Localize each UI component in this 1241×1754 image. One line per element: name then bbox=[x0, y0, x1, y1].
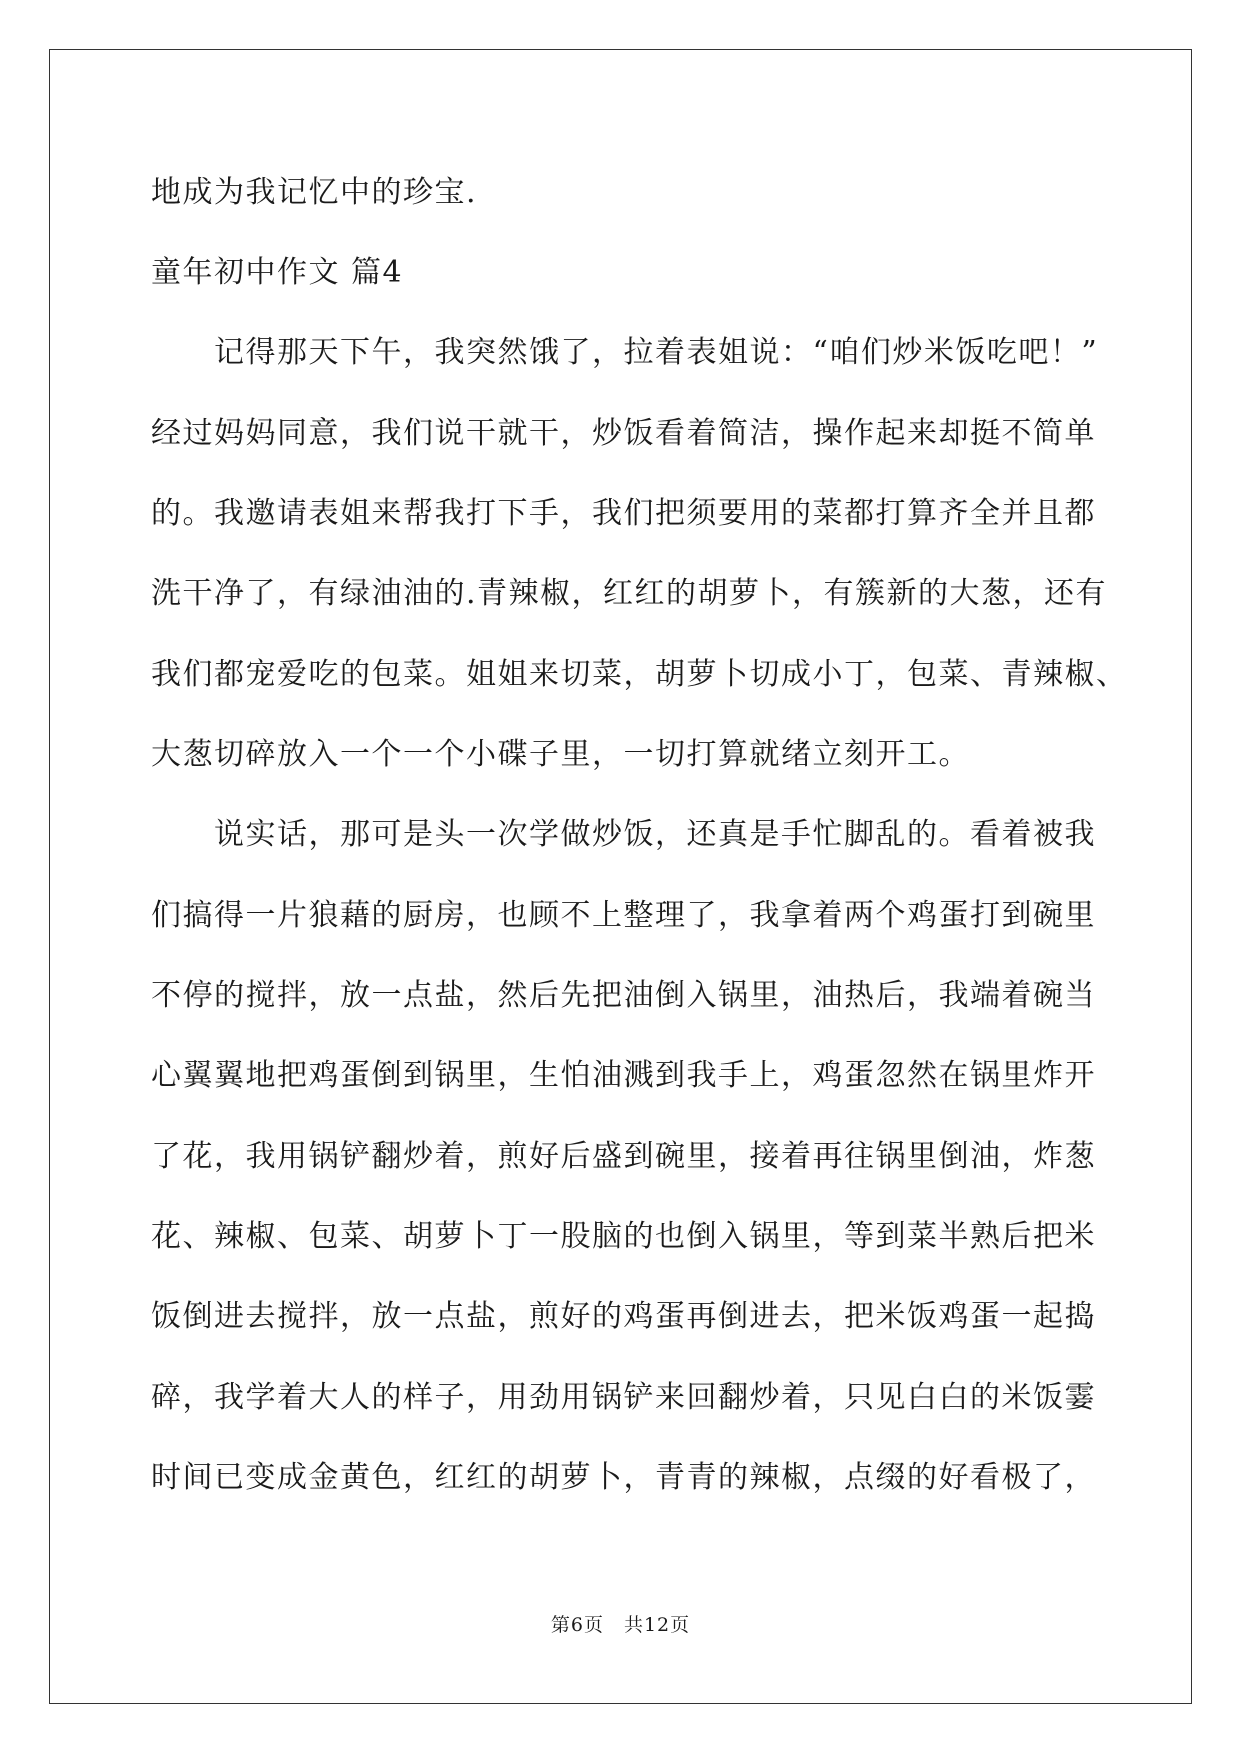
paragraph-line: 地成为我记忆中的珍宝. bbox=[151, 175, 478, 210]
paragraph-line: 记得那天下午，我突然饿了，拉着表姐说：“咱们炒米饭吃吧！” bbox=[151, 335, 1099, 370]
paragraph-line: 洗干净了，有绿油油的.青辣椒，红红的胡萝卜，有簇新的大葱，还有 bbox=[151, 576, 1108, 611]
paragraph-line: 的。我邀请表姐来帮我打下手，我们把须要用的菜都打算齐全并且都 bbox=[151, 496, 1096, 531]
page-number-footer: 第6页 共12页 bbox=[550, 1614, 691, 1636]
paragraph-line: 饭倒进去搅拌，放一点盐，煎好的鸡蛋再倒进去，把米饭鸡蛋一起捣 bbox=[151, 1299, 1096, 1334]
paragraph-line: 不停的搅拌，放一点盐，然后先把油倒入锅里，油热后，我端着碗当 bbox=[151, 978, 1096, 1013]
paragraph-line: 碎，我学着大人的样子，用劲用锅铲来回翻炒着，只见白白的米饭霎 bbox=[151, 1380, 1096, 1415]
paragraph-line: 大葱切碎放入一个一个小碟子里，一切打算就绪立刻开工。 bbox=[151, 737, 970, 772]
page-border bbox=[49, 49, 1192, 1704]
paragraph-line: 时间已变成金黄色，红红的胡萝卜，青青的辣椒，点缀的好看极了， bbox=[151, 1460, 1096, 1495]
paragraph-line: 花、辣椒、包菜、胡萝卜丁一股脑的也倒入锅里，等到菜半熟后把米 bbox=[151, 1219, 1096, 1254]
paragraph-line: 了花，我用锅铲翻炒着，煎好后盛到碗里，接着再往锅里倒油，炸葱 bbox=[151, 1139, 1096, 1174]
paragraph-line: 我们都宠爱吃的包菜。姐姐来切菜，胡萝卜切成小丁，包菜、青辣椒、 bbox=[151, 657, 1128, 692]
paragraph-line: 说实话，那可是头一次学做炒饭，还真是手忙脚乱的。看着被我 bbox=[151, 817, 1096, 852]
paragraph-line: 们搞得一片狼藉的厨房，也顾不上整理了，我拿着两个鸡蛋打到碗里 bbox=[151, 898, 1096, 933]
paragraph-line: 经过妈妈同意，我们说干就干，炒饭看着简洁，操作起来却挺不简单 bbox=[151, 416, 1096, 451]
paragraph-line: 心翼翼地把鸡蛋倒到锅里，生怕油溅到我手上，鸡蛋忽然在锅里炸开 bbox=[151, 1058, 1096, 1093]
section-heading: 童年初中作文 篇4 bbox=[151, 255, 404, 290]
